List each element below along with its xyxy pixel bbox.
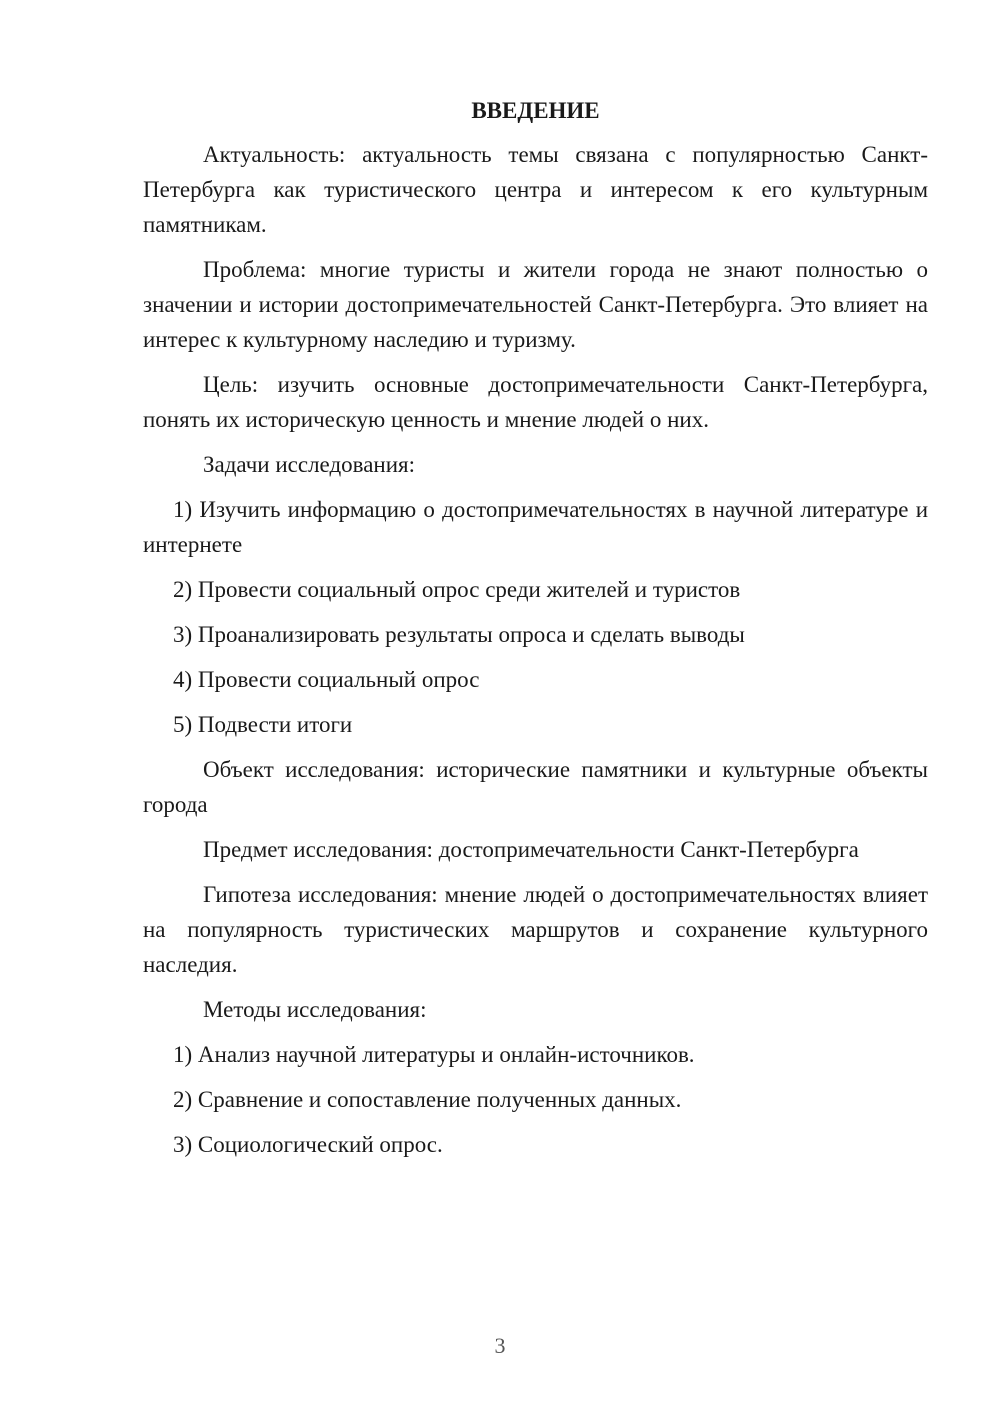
task-item-5: 5) Подвести итоги <box>173 712 353 737</box>
page-content <box>143 95 928 1172</box>
methods-title: Методы исследования: <box>203 997 427 1022</box>
subject-paragraph: Предмет исследования: достопримечательности Санкт-Петербурга <box>203 837 859 862</box>
task-item-4: 4) Провести социальный опрос <box>173 667 480 692</box>
relevance-paragraph: Актуальность: актуальность темы связана с популярностью Санкт-Петербурга как туристического центра и интересом к его культурным памятникам. <box>143 142 928 237</box>
section-heading: ВВЕДЕНИЕ <box>471 98 600 123</box>
object-paragraph: Объект исследования: исторические памятники и культурные объекты города <box>143 757 928 817</box>
goal-paragraph: Цель: изучить основные достопримечательности Санкт-Петербурга, понять их историческую ценность и мнение людей о них. <box>143 372 928 432</box>
method-item-1: 1) Анализ научной литературы и онлайн-источников. <box>173 1042 695 1067</box>
tasks-title: Задачи исследования: <box>203 452 416 477</box>
task-item-3: 3) Проанализировать результаты опроса и сделать выводы <box>173 622 745 647</box>
task-item-1: 1) Изучить информацию о достопримечательностях в научной литературе и интернете <box>143 497 928 557</box>
method-item-3: 3) Социологический опрос. <box>173 1132 443 1157</box>
problem-paragraph: Проблема: многие туристы и жители города не знают полностью о значении и истории достопримечательностей Санкт-Петербурга. Это влияет на интерес к культурному наследию и туризму. <box>143 257 928 352</box>
method-item-2: 2) Сравнение и сопоставление полученных данных. <box>173 1087 682 1112</box>
hypothesis-paragraph: Гипотеза исследования: мнение людей о достопримечательностях влияет на популярность туристических маршрутов и сохранение культурного наследия. <box>143 882 928 977</box>
task-item-2: 2) Провести социальный опрос среди жителей и туристов <box>173 577 741 602</box>
page-number: 3 <box>494 1333 506 1358</box>
